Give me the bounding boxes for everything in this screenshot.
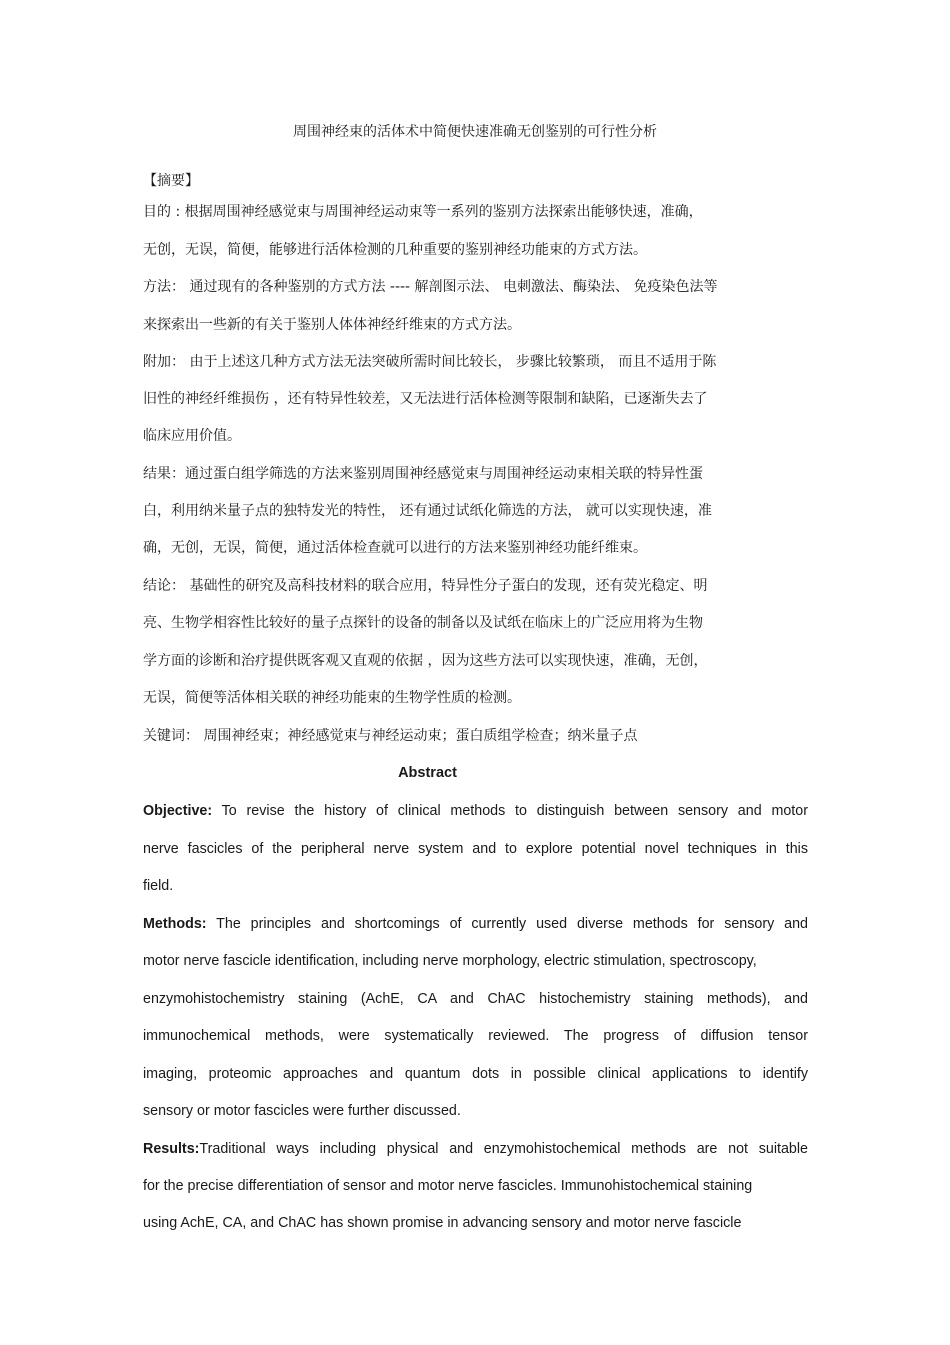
en-line: motor nerve fascicle identification, including nerve morphology, electric stimulation, spectroscopy, bbox=[143, 953, 757, 969]
en-line: sensory or motor fascicles were further discussed. bbox=[143, 1103, 461, 1119]
cn-line: 无误，简便等活体相关联的神经功能束的生物学性质的检测。 bbox=[143, 690, 521, 706]
abstract-heading: Abstract bbox=[398, 765, 457, 781]
en-line: for the precise differentiation of sensor and motor nerve fascicles. Immunohistochemical staining bbox=[143, 1178, 753, 1194]
cn-line: 结论： 基础性的研究及高科技材料的联合应用，特异性分子蛋白的发现，还有荧光稳定、明 bbox=[143, 578, 708, 594]
cn-line: 确，无创，无误，简便，通过活体检查就可以进行的方法来鉴别神经功能纤维束。 bbox=[143, 540, 647, 556]
cn-line: 来探索出一些新的有关于鉴别人体体神经纤维束的方式方法。 bbox=[143, 317, 521, 333]
cn-abstract-heading: 【摘要】 bbox=[143, 173, 199, 189]
en-line bbox=[143, 916, 808, 932]
en-line-text: Traditional ways including physical and enzymohistochemical methods are not suitable bbox=[199, 1141, 808, 1157]
en-line-text: To revise the history of clinical methods to distinguish between sensory and motor bbox=[221, 803, 808, 819]
cn-line: 临床应用价值。 bbox=[143, 428, 241, 444]
cn-line: 目的 : 根据周围神经感觉束与周围神经运动束等一系列的鉴别方法探索出能够快速，准确， bbox=[143, 204, 703, 220]
page-title: 周围神经束的活体术中简便快速准确无创鉴别的可行性分析 bbox=[293, 124, 657, 140]
cn-line: 结果：通过蛋白组学筛选的方法来鉴别周围神经感觉束与周围神经运动束相关联的特异性蛋 bbox=[143, 466, 703, 482]
cn-line: 白，利用纳米量子点的独特发光的特性， 还有通过试纸化筛选的方法， 就可以实现快速，准 bbox=[143, 503, 712, 519]
en-line: nerve fascicles of the peripheral nerve system and to explore potential novel techniques in this bbox=[143, 841, 808, 857]
en-line-text: The principles and shortcomings of currently used diverse methods for sensory and bbox=[216, 916, 808, 932]
cn-line: 旧性的神经纤维损伤 ，还有特异性较差，又无法进行活体检测等限制和缺陷，已逐渐失去了 bbox=[143, 391, 708, 407]
results-label: Results: bbox=[143, 1141, 200, 1157]
en-line: enzymohistochemistry staining (AchE, CA and ChAC histochemistry staining methods), and bbox=[143, 991, 808, 1007]
objective-label: Objective: bbox=[143, 803, 213, 819]
cn-line: 无创，无误，简便，能够进行活体检测的几种重要的鉴别神经功能束的方式方法。 bbox=[143, 242, 647, 258]
cn-keywords: 关键词： 周围神经束；神经感觉束与神经运动束；蛋白质组学检查；纳米量子点 bbox=[143, 728, 638, 744]
en-line: using AchE, CA, and ChAC has shown promise in advancing sensory and motor nerve fascicle bbox=[143, 1215, 742, 1231]
cn-line: 附加： 由于上述这几种方式方法无法突破所需时间比较长， 步骤比较繁琐， 而且不适用于陈 bbox=[143, 354, 717, 370]
en-line bbox=[143, 1141, 808, 1157]
cn-line: 亮、生物学相容性比较好的量子点探针的设备的制备以及试纸在临床上的广泛应用将为生物 bbox=[143, 615, 703, 631]
cn-line: 方法： 通过现有的各种鉴别的方式方法 ---- 解剖图示法、 电刺激法、酶染法、 免疫染色法等 bbox=[143, 279, 718, 295]
en-line: imaging, proteomic approaches and quantum dots in possible clinical applications to identify bbox=[143, 1066, 808, 1082]
en-line: immunochemical methods, were systematically reviewed. The progress of diffusion tensor bbox=[143, 1028, 808, 1044]
cn-line: 学方面的诊断和治疗提供既客观又直观的依据 ，因为这些方法可以实现快速，准确，无创， bbox=[143, 653, 708, 669]
en-line bbox=[143, 803, 808, 819]
en-line: field. bbox=[143, 878, 174, 894]
methods-label: Methods: bbox=[143, 916, 207, 932]
